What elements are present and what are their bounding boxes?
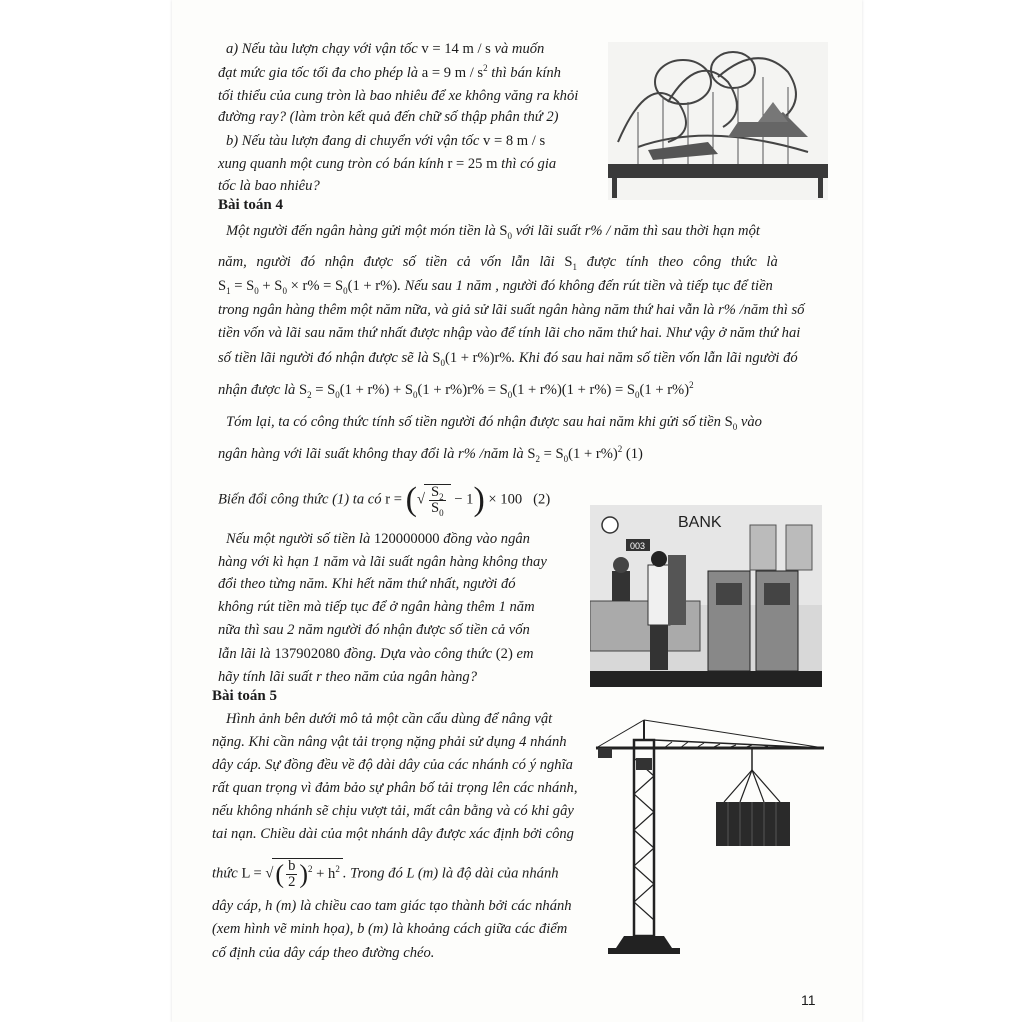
text-line: b) Nếu tàu lượn đang di chuyển với vận tốc v = 8 m / s [226, 133, 546, 149]
text-line: nếu không nhánh sẽ chịu vượt tải, mất cân bằng và có khi gây [212, 803, 574, 819]
text-line: Hình ảnh bên dưới mô tả một cần cẩu dùng để nâng vật [226, 711, 553, 727]
text-line: xung quanh một cung tròn có bán kính r = 25 m thì có gia [218, 156, 557, 172]
text-line: tai nạn. Chiều dài của một nhánh dây được xác định bởi công [212, 826, 574, 842]
text-line: đổi theo từng năm. Khi hết năm thứ nhất, người đó [218, 576, 516, 592]
text-line: Nếu một người số tiền là 120000000 đồng vào ngân [226, 531, 530, 547]
bank-sign: BANK [678, 514, 722, 531]
crane-cab [636, 758, 652, 770]
text-line: lẫn lãi là 137902080 đồng. Dựa vào công thức (2) em [218, 646, 534, 662]
page-number: 11 [801, 992, 816, 1008]
text-line: Một người đến ngân hàng gửi một món tiền là $S_0$ với lãi suất r% / năm thì sau thời hạn một [226, 223, 760, 241]
bank-illustration [590, 505, 822, 687]
svg-text:003: 003 [630, 541, 646, 551]
roller-coaster-illustration [608, 42, 828, 200]
text-line: a) Nếu tàu lượn chạy với vận tốc v = 14 m / s và muốn [226, 41, 545, 57]
text-line: dây cáp, h (m) là chiều cao tam giác tạo thành bởi các nhánh [212, 898, 572, 914]
formula-line: thức L = √( $\frac{b}{2}$ )$^2 + h^2$ . Trong đó L (m) là độ dài của nhánh [212, 858, 559, 890]
crane-illustration [594, 718, 830, 958]
text-line: không rút tiền mà tiếp tục để ở ngân hàng thêm 1 năm [218, 599, 535, 615]
text-line: tối thiểu của cung tròn là bao nhiêu để xe không văng ra khỏi [218, 88, 579, 104]
text-line: rất quan trọng vì đảm bảo sự phân bố tải trọng lên các nhánh, [212, 780, 578, 796]
text-line: dây cáp. Sự đồng đều về độ dài dây của các nhánh có ý nghĩa [212, 757, 573, 773]
text-line: nữa thì sau 2 năm người đó nhận được số tiền cả vốn [218, 622, 530, 638]
text-line: hãy tính lãi suất r theo năm của ngân hàng? [218, 669, 478, 685]
text-line: số tiền lãi người đó nhận được sẽ là $S_0(1 + r\%)r\%$. Khi đó sau hai năm số tiền vốn lẫn lãi người đó [218, 350, 798, 368]
text-line: tốc là bao nhiêu? [218, 178, 320, 194]
formula-line: $S_1 = S_0 + S_0 \times r\% = S_0(1 + r\%)$. Nếu sau 1 năm , người đó không đến rút tiền và tiếp tục để tiền [218, 278, 773, 296]
text-line: (xem hình vẽ minh họa), b (m) là khoảng cách giữa các điểm [212, 921, 568, 937]
text-line: đường ray? (làm tròn kết quả đến chữ số thập phân thứ 2) [218, 109, 559, 125]
formula-line: Biến đổi công thức (1) ta có r = (√ $\frac{S_2}{S_0}$ − 1) × 100 (2) [218, 481, 551, 518]
text-line: nặng. Khi cần nâng vật tải trọng nặng phải sử dụng 4 nhánh [212, 734, 567, 750]
text-line: hàng với kì hạn 1 năm và lãi suất ngân hàng không thay [218, 554, 547, 570]
formula-line: ngân hàng với lãi suất không thay đổi là r% /năm là $S_2 = S_0(1 + r\%)^2$ (1) [218, 444, 643, 464]
text-line: tiền vốn và lãi sau năm thứ nhất được nhập vào để tính lãi cho năm thứ hai. Như vậy ở năm thứ hai [218, 325, 801, 341]
text-line: năm, người đó nhận được số tiền cả vốn lẫn lãi $S_1$ được tính theo công thức là [218, 254, 778, 272]
text-line: trong ngân hàng thêm một năm nữa, và giả sử lãi suất ngân hàng năm thứ hai vẫn là r% /năm thì số [218, 302, 805, 318]
clock-icon [602, 517, 618, 533]
section-heading: Bài toán 5 [212, 688, 278, 704]
formula-line: nhận được là $S_2 = S_0(1 + r\%) + S_0(1 + r\%)r\% = S_0(1 + r\%)(1 + r\%) = S_0(1 + r\%)^2$ [218, 380, 694, 400]
text-line: đạt mức gia tốc tối đa cho phép là a = 9 m / $s^2$ thì bán kính [218, 63, 561, 81]
text-line: cố định của dây cáp theo đường chéo. [212, 945, 435, 961]
section-heading: Bài toán 4 [218, 197, 284, 213]
text-line: Tóm lại, ta có công thức tính số tiền người đó nhận được sau hai năm khi gửi số tiền $S_0$ vào [226, 414, 762, 432]
